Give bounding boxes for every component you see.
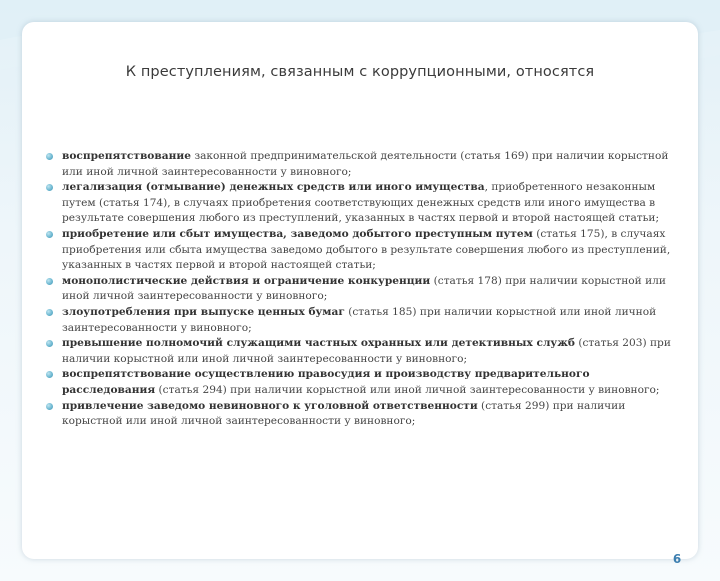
bullet-icon bbox=[46, 309, 53, 316]
item-term: приобретение или сбыт имущества, заведомо добытого преступным путем bbox=[62, 227, 533, 240]
item-text: (статья 185) при наличии корыстной или иной личной заинтересованности у виновного; bbox=[62, 305, 657, 334]
item-term: монополистические действия и ограничение конкуренции bbox=[62, 274, 431, 287]
item-term: превышение полномочий служащими частных охранных или детективных служб bbox=[62, 337, 575, 350]
item-text: (статья 299) при наличии корыстной или иной личной заинтересованности у виновного; bbox=[62, 399, 626, 428]
item-text: (статья 178) при наличии корыстной или иной личной заинтересованности у виновного; bbox=[62, 274, 666, 303]
bullet-icon bbox=[46, 231, 53, 238]
bullet-icon bbox=[46, 403, 53, 410]
bullet-icon bbox=[46, 184, 53, 191]
page-number: 6 bbox=[672, 552, 682, 566]
crime-list bbox=[44, 149, 676, 430]
list-item bbox=[44, 305, 676, 336]
item-text: , приобретенного незаконным путем (статья 174), в случаях приобретения соответствующих денежных средств или иного имущества в результате совершения любого из преступлений, указанных в частях первой и второй настоящей статьи; bbox=[62, 181, 660, 225]
list-item bbox=[44, 227, 676, 274]
bullet-icon bbox=[46, 340, 53, 347]
slide-title: К преступлениям, связанным с коррупционными, относятся bbox=[125, 64, 595, 80]
item-term: привлечение заведомо невиновного к уголовной ответственности bbox=[62, 399, 478, 412]
item-term: воспрепятствование bbox=[62, 150, 191, 162]
bullet-icon bbox=[46, 278, 53, 285]
list-item bbox=[44, 180, 676, 227]
list-item bbox=[44, 399, 676, 430]
list-item bbox=[44, 336, 676, 367]
list-item bbox=[44, 149, 676, 180]
bullet-icon bbox=[46, 371, 53, 378]
list-item bbox=[44, 367, 676, 398]
list-item bbox=[44, 274, 676, 305]
bullet-icon bbox=[46, 153, 53, 160]
item-text: законной предпринимательской деятельности (статья 169) при наличии корыстной или иной личной заинтересованности у виновного; bbox=[62, 150, 669, 178]
item-text: (статья 175), в случаях приобретения или сбыта имущества заведомо добытого в результате совершения любого из преступлений, указанных в частях первой и второй настоящей статьи; bbox=[62, 227, 671, 272]
item-term: воспрепятствование осуществлению правосудия и производству предварительного расследования bbox=[62, 368, 590, 396]
item-text: (статья 294) при наличии корыстной или иной личной заинтересованности у виновного; bbox=[155, 383, 660, 396]
item-term: злоупотребления при выпуске ценных бумаг bbox=[62, 305, 345, 318]
item-term: легализация (отмывание) денежных средств или иного имущества bbox=[62, 181, 485, 194]
item-text: (статья 203) при наличии корыстной или иной личной заинтересованности у виновного; bbox=[62, 337, 671, 365]
